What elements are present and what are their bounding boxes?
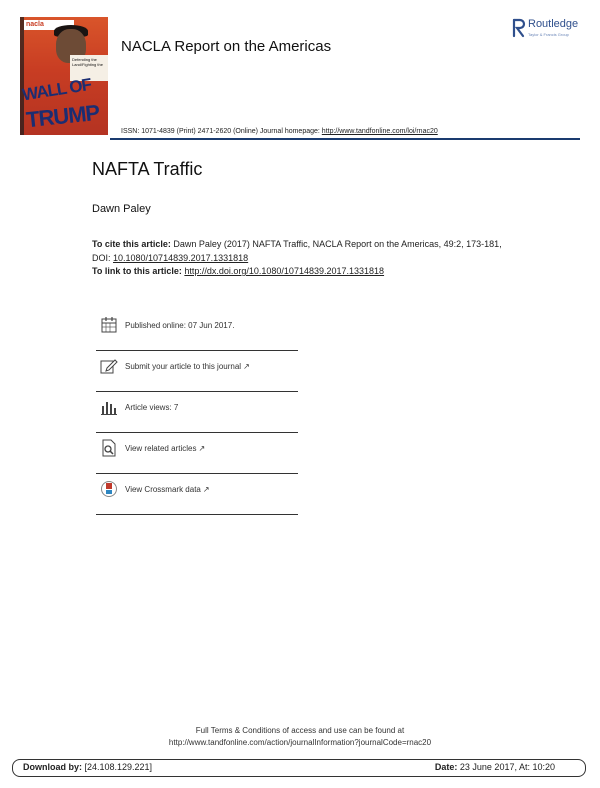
article-author: Dawn Paley xyxy=(92,203,151,215)
external-link-icon: ↗ xyxy=(202,485,210,494)
submit-article-label[interactable]: Submit your article to this journal ↗ xyxy=(125,362,250,371)
download-info-bar xyxy=(12,759,586,777)
download-date: Date: 23 June 2017, At: 10:20 xyxy=(434,762,555,772)
external-link-icon: ↗ xyxy=(243,362,250,371)
calendar-icon xyxy=(100,316,118,334)
cite-label: To cite this article: xyxy=(92,239,171,249)
submit-article-item[interactable] xyxy=(96,351,298,392)
bar-chart-icon xyxy=(100,398,118,416)
related-articles-label[interactable]: View related articles ↗ xyxy=(125,444,206,453)
pencil-icon xyxy=(100,357,118,375)
cover-wall-text-top: WALL OF xyxy=(20,74,93,105)
published-online-label: Published online: 07 Jun 2017. xyxy=(125,321,235,330)
footer-terms-text: Full Terms & Conditions of access and use can be found at xyxy=(195,726,405,735)
cite-doi-link[interactable]: 10.1080/10714839.2017.1331818 xyxy=(113,253,249,263)
article-doi-link[interactable]: http://dx.doi.org/10.1080/10714839.2017.1331818 xyxy=(184,266,385,276)
cite-text: Dawn Paley (2017) NAFTA Traffic, NACLA Report on the Americas, 49:2, 173-181, DOI: xyxy=(92,239,502,263)
journal-title: NACLA Report on the Americas xyxy=(121,38,332,55)
footer-terms-link[interactable]: http://www.tandfonline.com/action/journalInformation?journalCode=rnac20 xyxy=(168,738,432,747)
issn-text: ISSN: 1071-4839 (Print) 2471-2620 (Online) Journal homepage: xyxy=(121,128,322,135)
downloaded-by: Download by: [24.108.129.221] xyxy=(23,762,153,772)
article-views-item xyxy=(96,392,298,433)
issn-line xyxy=(121,128,438,135)
article-title: NAFTA Traffic xyxy=(92,159,203,179)
link-label: To link to this article: xyxy=(92,266,182,276)
crossmark-label[interactable]: View Crossmark data ↗ xyxy=(125,485,210,494)
journal-cover-image xyxy=(20,17,108,135)
article-link-line xyxy=(92,266,384,276)
article-info-list xyxy=(96,310,298,515)
external-link-icon: ↗ xyxy=(198,444,206,453)
routledge-logo-icon xyxy=(512,18,526,38)
publisher-logo xyxy=(512,17,584,41)
crossmark-item[interactable] xyxy=(96,474,298,515)
published-online-item xyxy=(96,310,298,351)
related-articles-item[interactable] xyxy=(96,433,298,474)
crossmark-icon xyxy=(100,480,118,498)
article-views-label: Article views: 7 xyxy=(125,403,179,412)
cover-brand: nacla xyxy=(24,20,74,30)
journal-homepage-link[interactable]: http://www.tandfonline.com/loi/rnac20 xyxy=(321,128,438,135)
cover-wall-text-bottom: TRUMP xyxy=(24,99,101,133)
cover-edge xyxy=(20,17,24,135)
publisher-subtitle: Taylor & Francis Group xyxy=(528,32,569,37)
header-rule xyxy=(110,138,580,140)
publisher-name: Routledge xyxy=(528,18,579,30)
search-document-icon xyxy=(100,439,118,457)
cover-sign: Defending the Land/Fighting the xyxy=(70,55,108,81)
citation-block xyxy=(92,237,522,265)
